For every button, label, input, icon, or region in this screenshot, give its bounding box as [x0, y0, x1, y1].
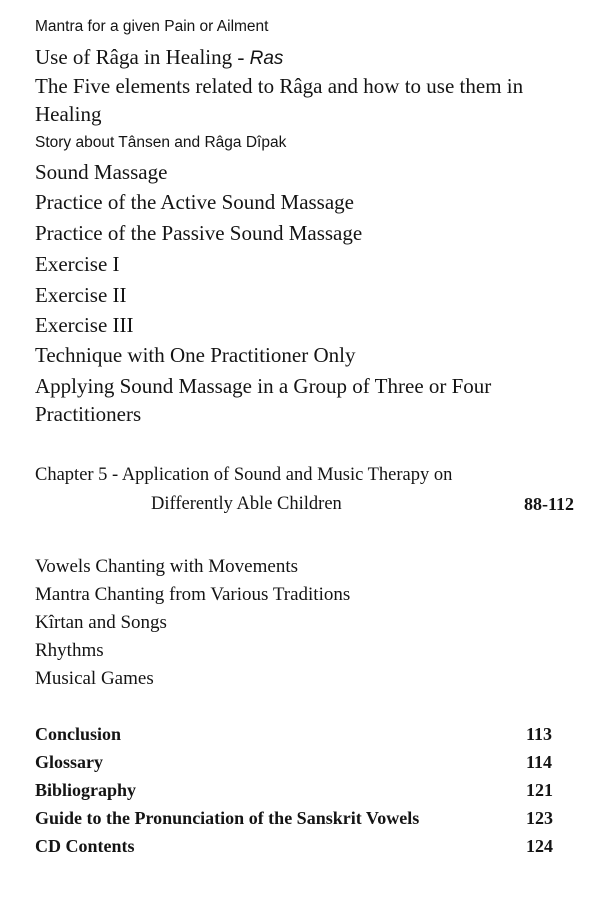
toc-item-passive-massage: Practice of the Passive Sound Massage — [35, 221, 363, 245]
toc-item-mantra-pain: Mantra for a given Pain or Ailment — [35, 18, 269, 35]
toc-item-raga-healing-text: Use of Râga in Healing - — [35, 45, 250, 69]
toc-cd-contents-page: 124 — [526, 836, 553, 856]
toc-item-one-practitioner: Technique with One Practitioner Only — [35, 343, 356, 367]
chapter-5-title-line1: Chapter 5 - Application of Sound and Music Therapy on — [35, 465, 453, 485]
toc-item-healing: Healing — [35, 102, 102, 126]
toc-item-exercise-2: Exercise II — [35, 283, 127, 307]
toc-item-kirtan: Kîrtan and Songs — [35, 612, 167, 633]
toc-cd-contents: CD Contents — [35, 836, 135, 856]
toc-item-active-massage: Practice of the Active Sound Massage — [35, 190, 354, 214]
toc-conclusion-page: 113 — [526, 724, 553, 744]
toc-item-five-elements: The Five elements related to Râga and how to use them in — [35, 74, 524, 98]
toc-item-exercise-1: Exercise I — [35, 252, 120, 276]
toc-item-group-massage: Applying Sound Massage in a Group of Three or Four — [35, 374, 492, 398]
toc-conclusion: Conclusion — [35, 724, 122, 744]
toc-item-exercise-3: Exercise III — [35, 313, 134, 337]
toc-bibliography-page: 121 — [526, 780, 553, 800]
toc-bibliography: Bibliography — [35, 780, 137, 800]
toc-glossary: Glossary — [35, 752, 104, 772]
chapter-5-title-line2: Differently Able Children — [151, 494, 342, 514]
toc-item-vowels-chanting: Vowels Chanting with Movements — [35, 556, 299, 577]
toc-item-tansen-story: Story about Tânsen and Râga Dîpak — [35, 134, 287, 151]
toc-item-rhythms: Rhythms — [35, 640, 104, 661]
toc-item-ras: Ras — [249, 48, 284, 69]
toc-glossary-page: 114 — [526, 752, 553, 772]
toc-pronunciation-guide-page: 123 — [526, 808, 553, 828]
toc-item-musical-games: Musical Games — [35, 668, 154, 689]
toc-item-sound-massage: Sound Massage — [35, 160, 168, 184]
chapter-5-pages: 88-112 — [524, 494, 575, 514]
toc-item-practitioners: Practitioners — [35, 402, 142, 426]
toc-pronunciation-guide: Guide to the Pronunciation of the Sanskrit Vowels — [35, 808, 420, 828]
toc-item-mantra-chanting: Mantra Chanting from Various Traditions — [35, 584, 351, 605]
toc-item-raga-healing — [35, 45, 283, 70]
